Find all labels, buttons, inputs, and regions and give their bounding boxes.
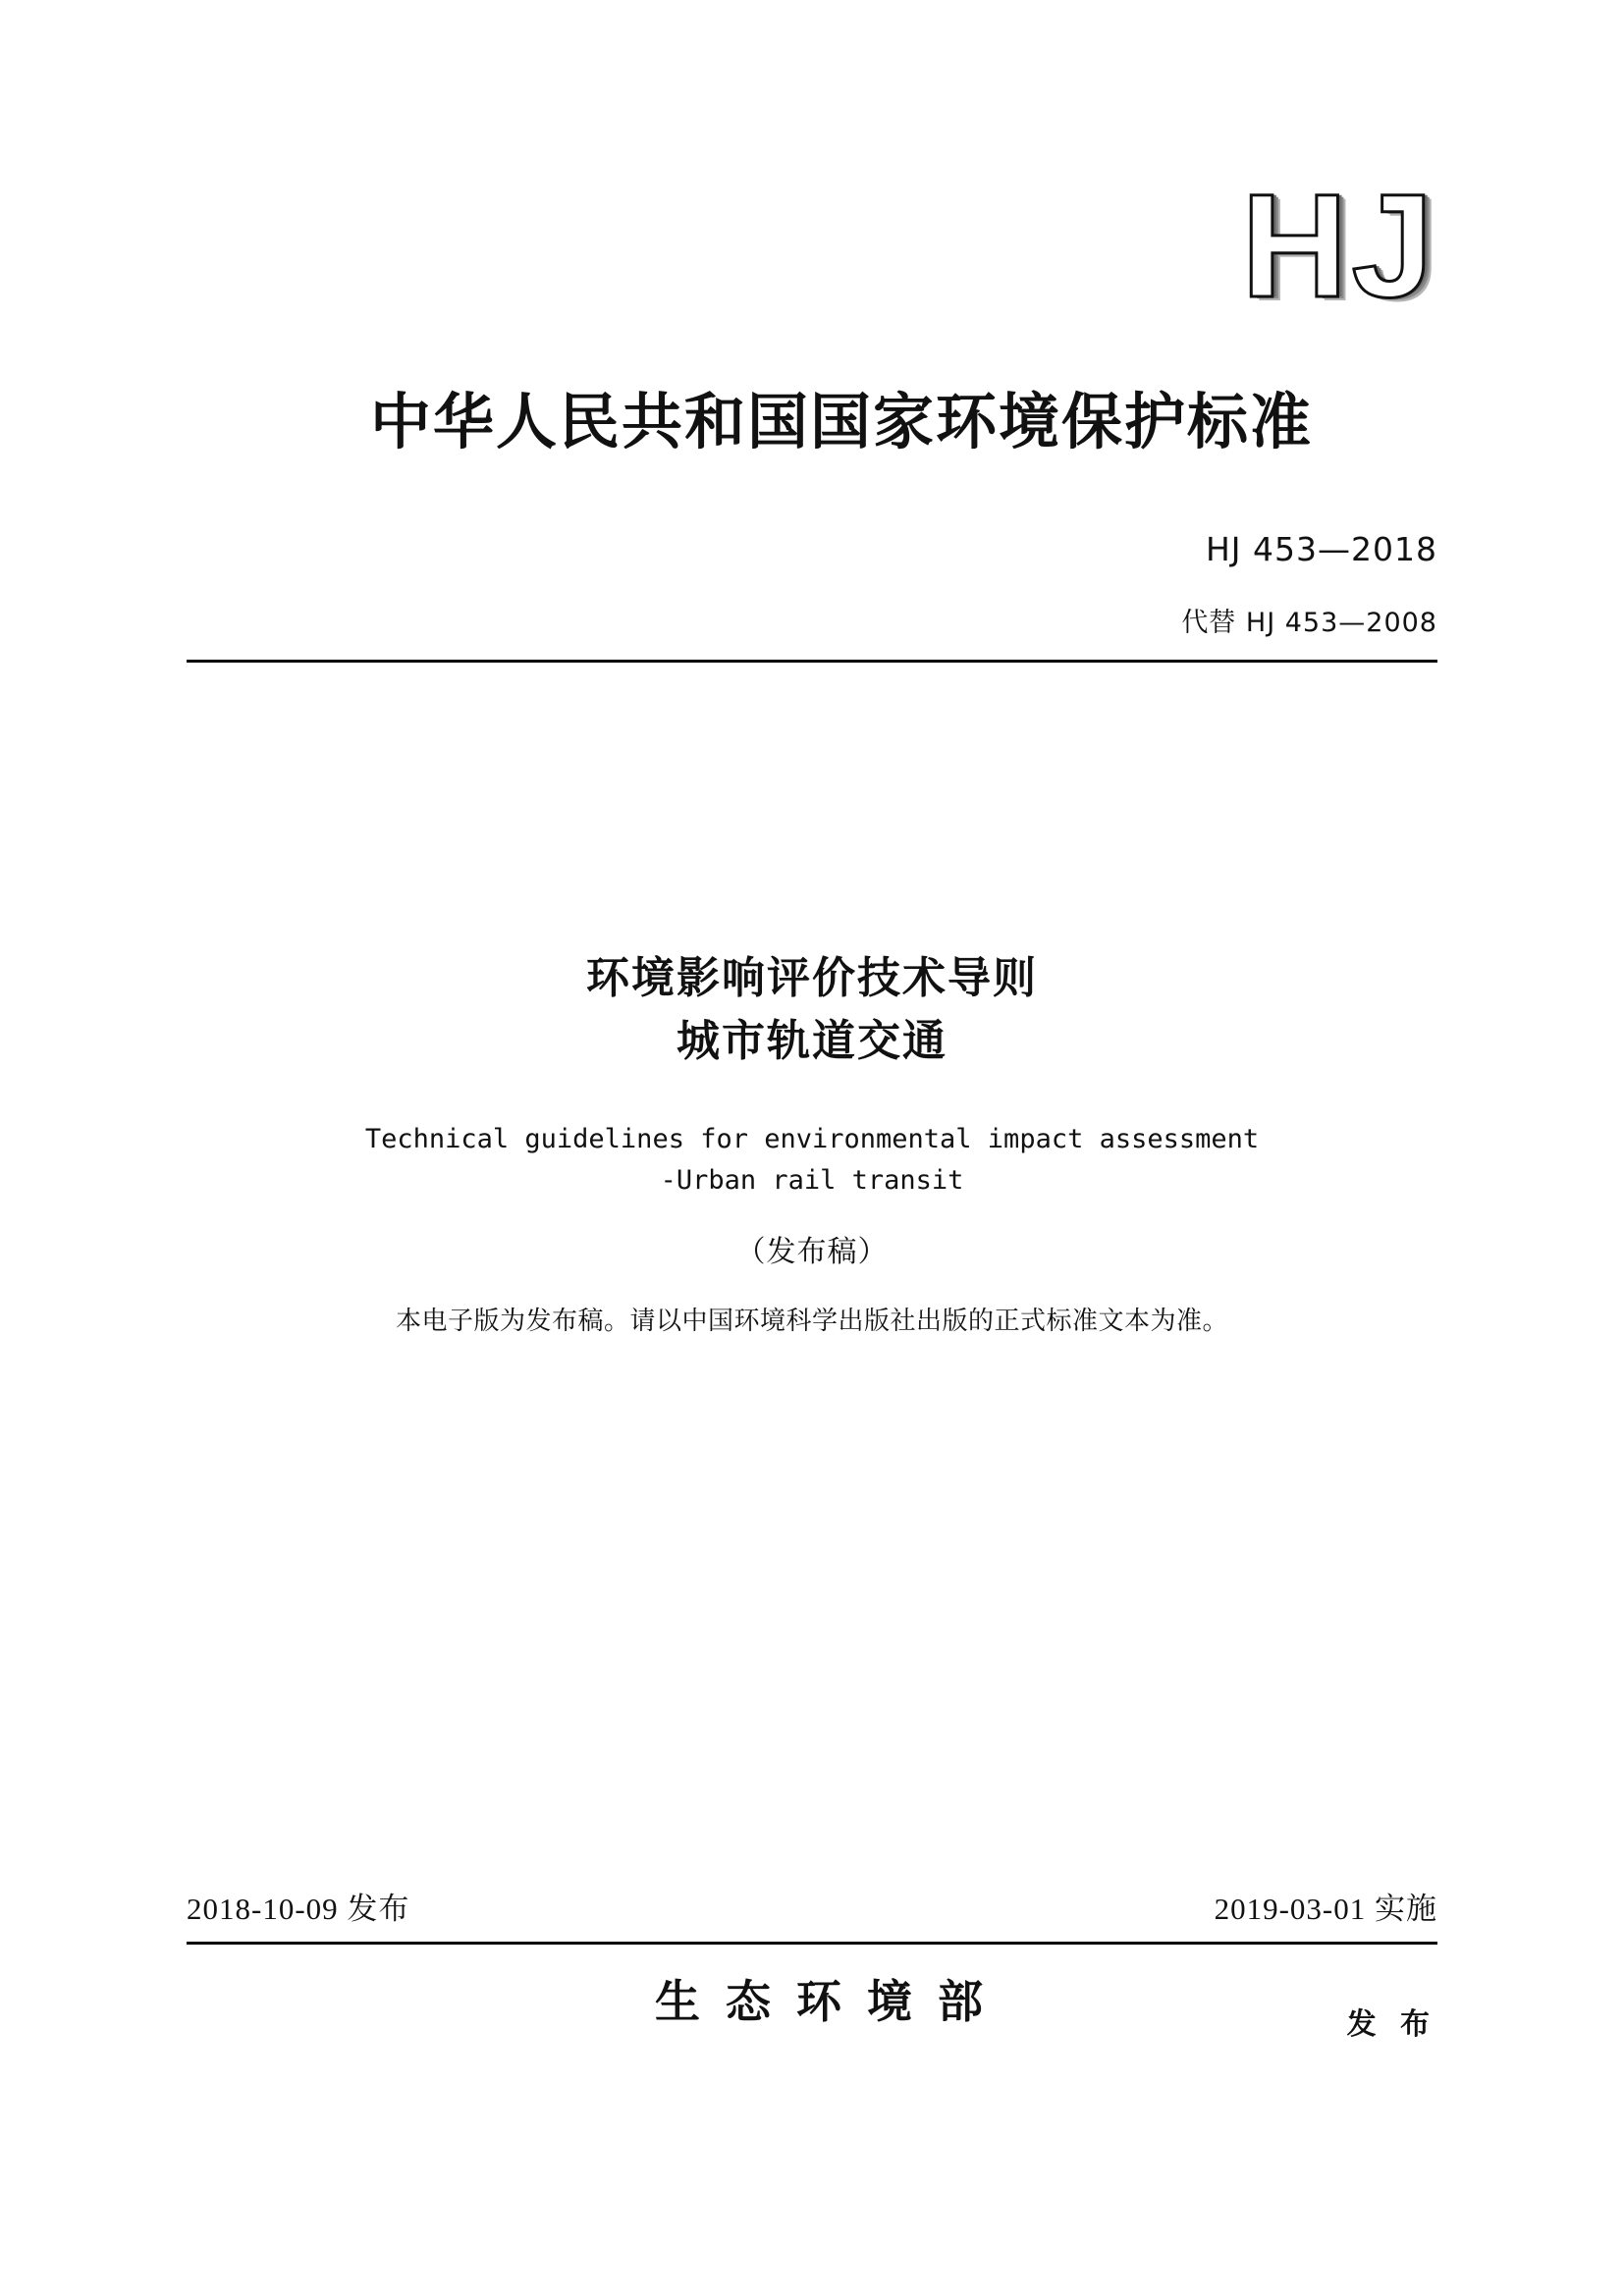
document-subtitle: （发布稿）: [735, 1236, 889, 1268]
standard-code: HJ 453—2018: [1205, 530, 1437, 568]
document-title-cn-line1: 环境影响评价技术导则: [586, 954, 1038, 1002]
hj-logo: HJ: [1241, 163, 1437, 328]
effective-date: 2019-03-01 实施: [1214, 1892, 1437, 1926]
footer-divider: [187, 1942, 1437, 1945]
page-title: 中华人民共和国国家环境保护标准: [369, 389, 1313, 456]
document-title-cn-line2: 城市轨道交通: [677, 1016, 947, 1065]
document-title-en-line1: Technical guidelines for environmental impact assessment: [364, 1124, 1260, 1154]
header-divider: [187, 660, 1437, 663]
issue-label: 发 布: [1346, 2008, 1437, 2041]
standard-replaces: 代替 HJ 453—2008: [1181, 608, 1437, 638]
document-title-en-line2: -Urban rail transit: [660, 1164, 964, 1196]
issuer-name: 生态环境部: [655, 1976, 1008, 2027]
document-title-en: [0, 1119, 1624, 1201]
document-note: 本电子版为发布稿。请以中国环境科学出版社出版的正式标准文本为准。: [395, 1307, 1228, 1335]
document-title-cn: [0, 947, 1624, 1073]
publish-date: 2018-10-09 发布: [187, 1892, 410, 1926]
